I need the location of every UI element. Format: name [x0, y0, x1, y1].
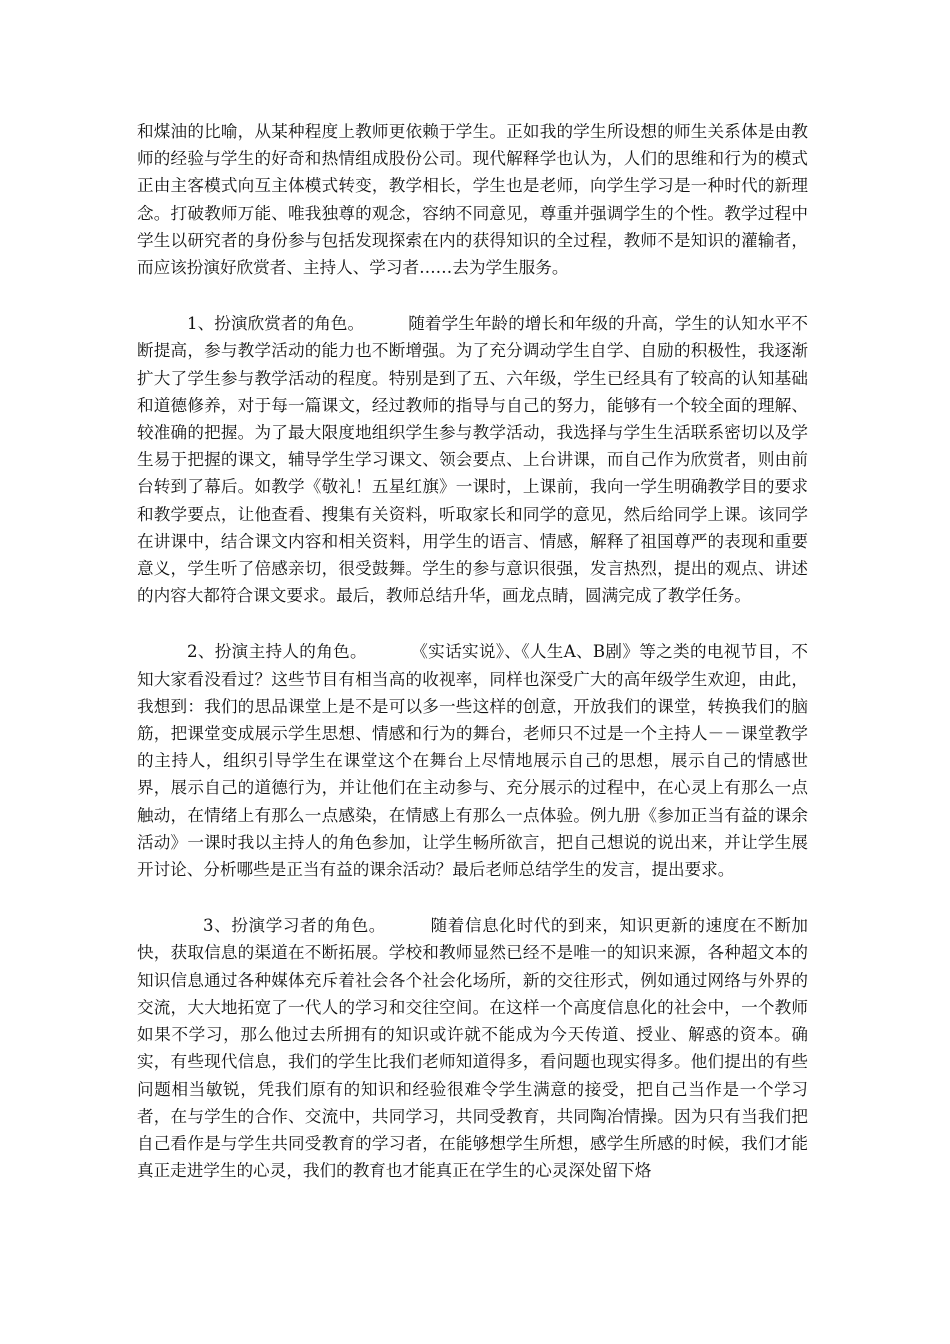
paragraph-text: 和煤油的比喻，从某种程度上教师更依赖于学生。正如我的学生所设想的师生关系体是由教师的经验与学生的好奇和热情组成股份公司。现代解释学也认为，人们的思维和行为的模式正由主客模式向互主体模式转变，教学相长，学生也是老师，向学生学习是一种时代的新理念。打破教师万能、唯我独尊的观念，容纳不同意见，尊重并强调学生的个性。教学过程中学生以研究者的身份参与包括发现探索在内的获得知识的全过程，教师不是知识的灌输者，而应该扮演好欣赏者、主持人、学习者……去为学生服务。	[137, 122, 808, 278]
paragraph-intro	[137, 118, 808, 281]
paragraph-host-role	[137, 638, 808, 883]
section-heading: 2、扮演主持人的角色。	[187, 642, 367, 662]
document-body	[137, 118, 808, 1184]
paragraph-appreciator-role	[137, 310, 808, 609]
paragraph-learner-role	[137, 912, 808, 1184]
paragraph-gap	[137, 281, 808, 310]
paragraph-text: 随着学生年龄的增长和年级的升高，学生的认知水平不断提高，参与教学活动的能力也不断增强。为了充分调动学生自学、自励的积极性，我逐渐扩大了学生参与教学活动的程度。特别是到了五、六年级，学生已经具有了较高的认知基础和道德修养，对于每一篇课文，经过教师的指导与自己的努力，能够有一个较全面的理解、较准确的把握。为了最大限度地组织学生参与教学活动，我选择与学生生活联系密切以及学生易于把握的课文，辅导学生学习课文、领会要点、上台讲课，而自己作为欣赏者，则由前台转到了幕后。如教学《敬礼！五星红旗》一课时，上课前，我向一学生明确教学目的要求和教学要点，让他查看、搜集有关资料，听取家长和同学的意见，然后给同学上课。该同学在讲课中，结合课文内容和相关资料，用学生的语言、情感，解释了祖国尊严的表现和重要意义，学生听了倍感亲切，很受鼓舞。学生的参与意识很强，发言热烈，提出的观点、讲述的内容大都符合课文要求。最后，教师总结升华，画龙点睛，圆满完成了教学任务。	[137, 314, 808, 606]
paragraph-text: 《实话实说》、《人生A、B剧》等之类的电视节目，不知大家看没看过？这些节目有相当高的收视率，同样也深受广大的高年级学生欢迎，由此，我想到：我们的思品课堂上是不是可以多一些这样的创意，开放我们的课堂，转换我们的脑筋，把课堂变成展示学生思想、情感和行为的舞台，老师只不过是一个主持人－－课堂教学的主持人，组织引导学生在课堂这个在舞台上尽情地展示自己的思想，展示自己的情感世界，展示自己的道德行为，并让他们在主动参与、充分展示的过程中，在心灵上有那么一点触动，在情绪上有那么一点感染，在情感上有那么一点体验。例九册《参加正当有益的课余活动》一课时我以主持人的角色参加，让学生畅所欲言，把自己想说的说出来，并让学生展开讨论、分析哪些是正当有益的课余活动？最后老师总结学生的发言，提出要求。	[137, 642, 808, 880]
section-heading: 1、扮演欣赏者的角色。	[187, 314, 365, 334]
paragraph-text: 随着信息化时代的到来，知识更新的速度在不断加快，获取信息的渠道在不断拓展。学校和教师显然已经不是唯一的知识来源，各种超文本的知识信息通过各种媒体充斥着社会各个社会化场所，新的交往形式，例如通过网络与外界的交流，大大地拓宽了一代人的学习和交往空间。在这样一个高度信息化的社会中，一个教师如果不学习，那么他过去所拥有的知识或许就不能成为今天传道、授业、解惑的资本。确实，有些现代信息，我们的学生比我们老师知道得多，看问题也现实得多。他们提出的有些问题相当敏锐，凭我们原有的知识和经验很难令学生满意的接受，把自己当作是一个学习者，在与学生的合作、交流中，共同学习，共同受教育，共同陶冶情操。因为只有当我们把自己看作是与学生共同受教育的学习者，在能够想学生所想，感学生所感的时候，我们才能真正走进学生的心灵，我们的教育也才能真正在学生的心灵深处留下烙	[137, 916, 809, 1181]
paragraph-gap	[137, 609, 808, 638]
paragraph-gap	[137, 883, 808, 912]
section-heading: 3、扮演学习者的角色。	[203, 916, 386, 936]
